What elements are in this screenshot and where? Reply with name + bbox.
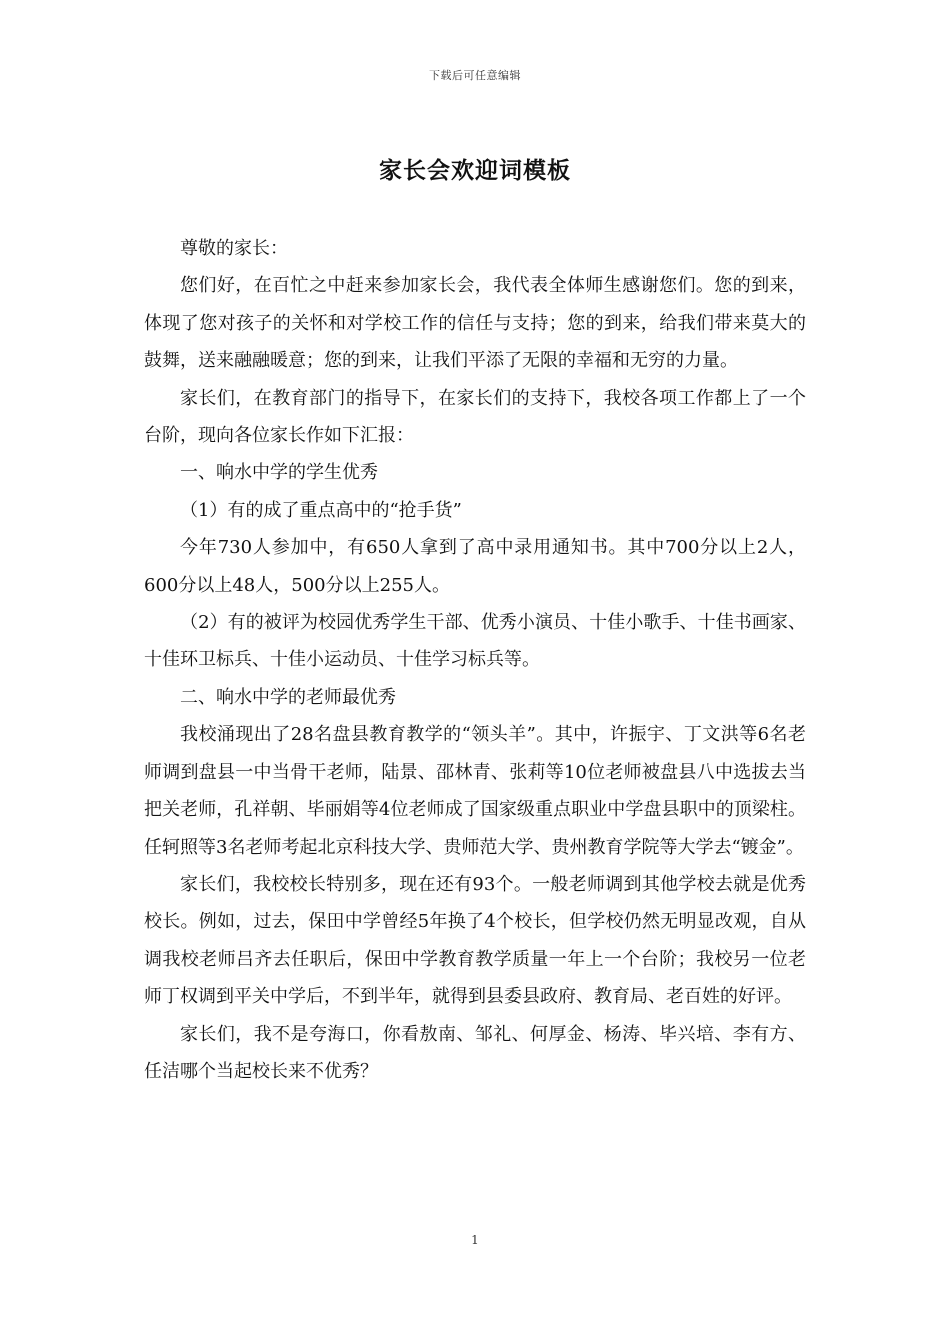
paragraph-exam-results: 今年730人参加中，有650人拿到了高中录用通知书。其中700分以上2人，600分以上48人，500分以上255人。 bbox=[144, 537, 806, 596]
paragraph-welcome: 您们好，在百忙之中赶来参加家长会，我代表全体师生感谢您们。您的到来，体现了您对孩子的关怀和对学校工作的信任与支持；您的到来，给我们带来莫大的鼓舞，送来融融暖意；您的到来，让我们平添了无限的幸福和无穷的力量。 bbox=[144, 275, 806, 372]
paragraph-awards: （2）有的被评为校园优秀学生干部、优秀小演员、十佳小歌手、十佳书画家、十佳环卫标兵、十佳小运动员、十佳学习标兵等。 bbox=[144, 612, 806, 671]
document-title: 家长会欢迎词模板 bbox=[379, 158, 571, 184]
document-body bbox=[144, 230, 806, 1090]
section-heading-teachers: 二、响水中学的老师最优秀 bbox=[180, 686, 396, 708]
paragraph-closing: 家长们，我不是夸海口，你看敖南、邹礼、何厚金、杨涛、毕兴培、李有方、任洁哪个当起校长来不优秀？ bbox=[144, 1023, 806, 1082]
paragraph-report-intro: 家长们，在教育部门的指导下，在家长们的支持下，我校各项工作都上了一个台阶，现向各位家长作如下汇报： bbox=[144, 387, 806, 447]
subheading-key-high-school: （1）有的成了重点高中的“抢手货” bbox=[180, 499, 462, 521]
page-number: 1 bbox=[471, 1233, 479, 1247]
section-heading-students: 一、响水中学的学生优秀 bbox=[180, 462, 378, 484]
paragraph-principals: 家长们，我校校长特别多，现在还有93个。一般老师调到其他学校去就是优秀校长。例如，过去，保田中学曾经5年换了4个校长，但学校仍然无明显改观，自从调我校老师吕齐去任职后，保田中学教育教学质量一年上一个台阶；我校另一位老师丁权调到平关中学后，不到半年，就得到县委县政府、教育局、老百姓的好评。 bbox=[144, 873, 806, 1008]
paragraph-teachers: 我校涌现出了28名盘县教育教学的“领头羊”。其中，许振宇、丁文洪等6名老师调到盘县一中当骨干老师，陆景、邵林青、张莉等10位老师被盘县八中选拔去当把关老师，孔祥朝、毕丽娟等4位老师成了国家级重点职业中学盘县职中的顶梁柱。任轲照等3名老师考起北京科技大学、贵师范大学、贵州教育学院等大学去“镀金”。 bbox=[144, 724, 806, 858]
salutation: 尊敬的家长： bbox=[180, 238, 288, 259]
header-note: 下载后可任意编辑 bbox=[429, 69, 521, 82]
